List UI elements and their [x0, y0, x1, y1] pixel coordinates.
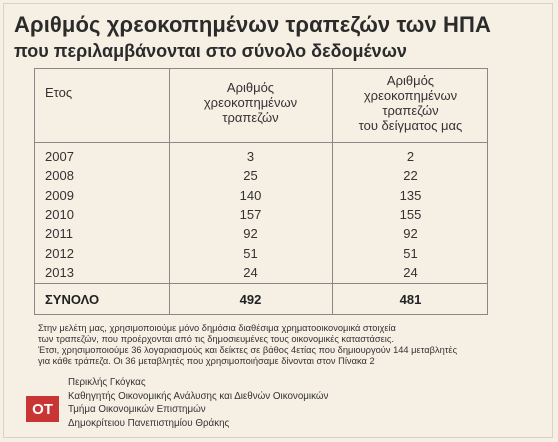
- row-sample-count: 135: [399, 187, 422, 203]
- footnote-line: των τραπεζών, που προέρχονται από τις δημοσιευμένες τους οικονομικές καταστάσεις.: [38, 334, 394, 344]
- row-sample-count: 51: [403, 245, 418, 261]
- row-failed-count: 140: [239, 187, 262, 203]
- footnote-line: Έτσι, χρησιμοποιούμε 36 λογαριασμούς και δείκτες σε βάθος 4ετίας που δημιουργούν 144 μεταβλητές: [38, 345, 458, 355]
- row-year: 2008: [45, 168, 74, 184]
- author-title: Καθηγητής Οικονομικής Ανάλυσης και Διεθνών Οικονομικών: [68, 390, 329, 402]
- row-failed-count: 24: [243, 264, 258, 280]
- row-sample-count: 2: [406, 149, 415, 164]
- page-title: Αριθμός χρεοκοπημένων τραπεζών των ΗΠΑ: [14, 12, 491, 37]
- row-year: 2013: [45, 264, 74, 280]
- row-year: 2012: [45, 245, 74, 261]
- author-name: Περικλής Γκόγκας: [68, 377, 146, 388]
- row-sample-count: 22: [403, 168, 418, 184]
- author-credits: [68, 376, 328, 430]
- row-failed-count: 3: [246, 149, 255, 164]
- row-failed-count: 25: [243, 168, 258, 184]
- total-sample: 481: [399, 292, 422, 307]
- header-sample-line: τραπεζών: [382, 103, 439, 118]
- row-year: 2011: [45, 226, 73, 242]
- bank-failures-table: [34, 68, 488, 315]
- table-total-divider: [35, 283, 487, 284]
- row-failed-count: 51: [243, 245, 258, 261]
- author-university: Δημοκρίτειου Πανεπιστημίου Θράκης: [68, 417, 230, 429]
- row-year: 2010: [45, 206, 74, 222]
- header-failed-line: Αριθμός: [226, 80, 275, 95]
- author-department: Τμήμα Οικονομικών Επιστημών: [68, 404, 206, 415]
- header-failed-line: χρεοκοπημένων: [203, 95, 298, 110]
- header-sample-banks: [332, 73, 489, 133]
- row-year: 2007: [45, 149, 74, 164]
- row-year: 2009: [45, 187, 74, 203]
- header-year: Ετος: [45, 85, 73, 100]
- row-sample-count: 92: [403, 226, 418, 242]
- footnote: [38, 323, 508, 367]
- header-failed-banks: [169, 80, 332, 125]
- header-sample-line: χρεοκοπημένων: [363, 88, 458, 103]
- row-failed-count: 92: [243, 226, 258, 242]
- row-failed-count: 157: [239, 206, 262, 222]
- row-sample-count: 24: [403, 264, 418, 280]
- footnote-line: για κάθε τράπεζα. Οι 36 μεταβλητές που χρησιμοποιήσαμε δίνονται στον Πίνακα 2: [38, 356, 375, 366]
- total-label: ΣΥΝΟΛΟ: [45, 292, 100, 307]
- header-failed-line: τραπεζών: [222, 110, 279, 125]
- total-failed: 492: [239, 292, 262, 307]
- footnote-line: Στην μελέτη μας, χρησιμοποιούμε μόνο δημόσια διαθέσιμα χρηματοοικονομικά στοιχεία: [38, 323, 396, 333]
- page-subtitle: που περιλαμβάνονται στο σύνολο δεδομένων: [14, 41, 407, 61]
- header-sample-line: του δείγματος μας: [358, 118, 463, 133]
- header-sample-line: Αριθμός: [386, 73, 435, 88]
- row-sample-count: 155: [399, 206, 422, 222]
- ot-logo: ΟΤ: [26, 396, 59, 422]
- table-header-divider: [35, 142, 487, 143]
